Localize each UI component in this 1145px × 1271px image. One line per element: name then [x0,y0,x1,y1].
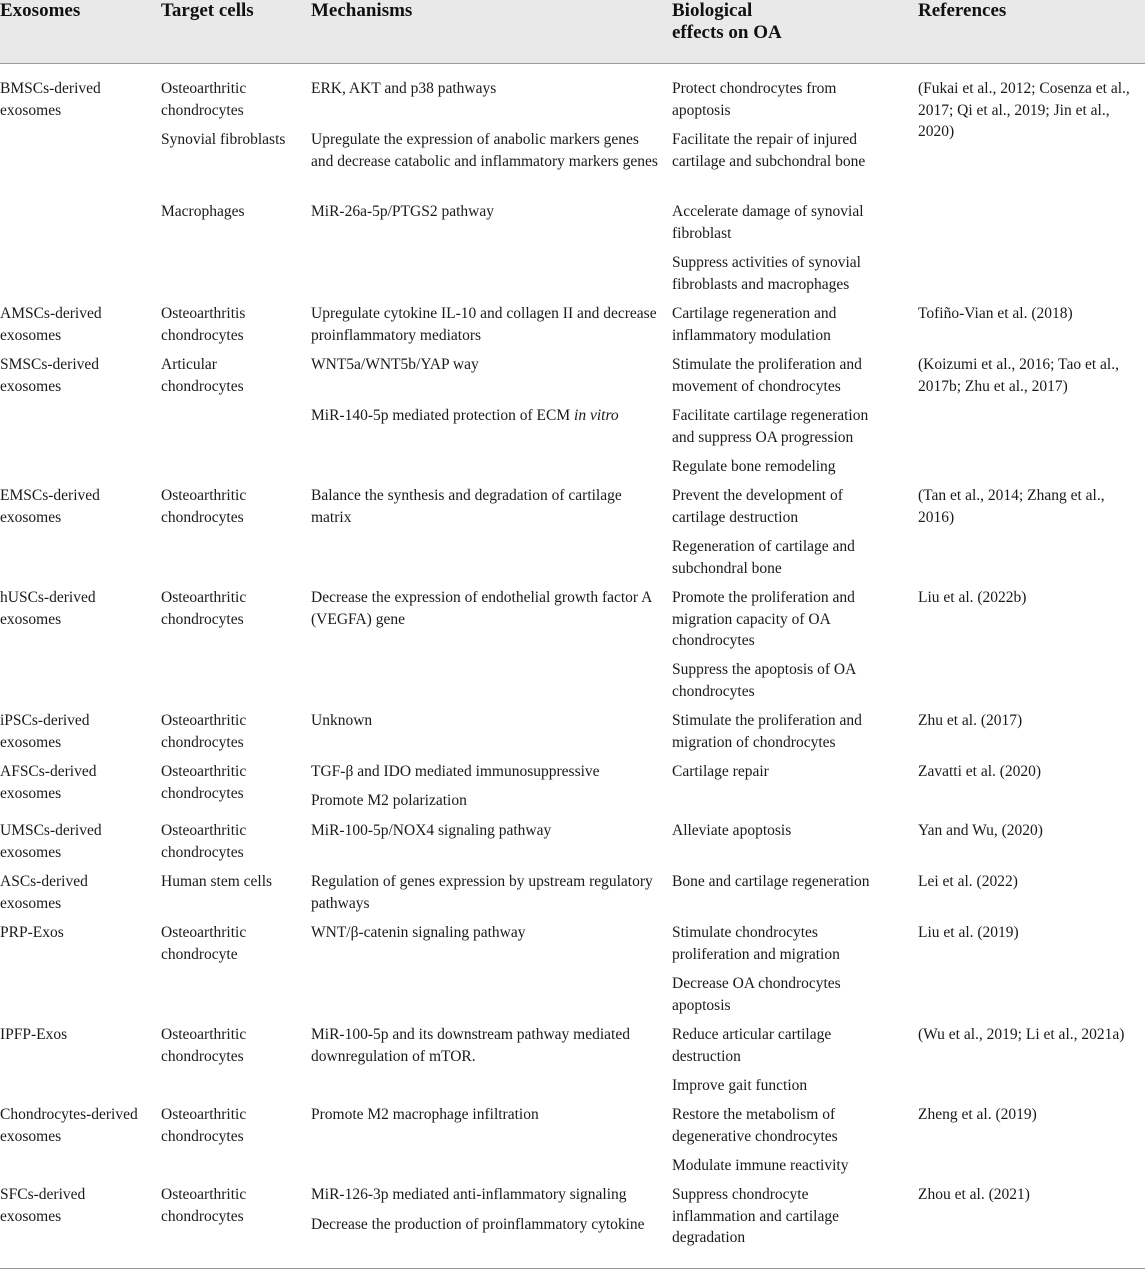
cell-biological-effects: Improve gait function [672,1077,808,1094]
cell-target-cells: Macrophages [161,203,245,220]
cell-target-cells: Osteoarthritic chondrocytes [161,1186,247,1225]
cell-target-cells: Articular chondrocytes [161,356,244,395]
cell-biological-effects: Protect chondrocytes from apoptosis [672,80,837,119]
cell-target-cells: Osteoarthritic chondrocytes [161,1026,247,1065]
cell-biological-effects: Stimulate chondrocytes proliferation and migration [672,924,840,963]
cell-exosomes: SMSCs-derived exosomes [0,356,100,395]
cell-biological-effects: Decrease OA chondrocytes apoptosis [672,975,841,1014]
cell-target-cells: Osteoarthritis chondrocytes [161,305,246,344]
cell-target-cells: Osteoarthritic chondrocytes [161,80,247,119]
cell-target-cells: Synovial fibroblasts [161,131,286,148]
cell-mechanisms: MiR-100-5p and its downstream pathway mediated downregulation of mTOR. [311,1026,630,1065]
cell-references: Lei et al. (2022) [918,873,1018,890]
cell-mechanisms: Regulation of genes expression by upstream regulatory pathways [311,873,653,912]
cell-biological-effects: Prevent the development of cartilage destruction [672,487,843,526]
cell-references: Zhou et al. (2021) [918,1186,1030,1203]
cell-biological-effects: Suppress the apoptosis of OA chondrocytes [672,661,856,700]
header-references: References [918,0,1007,21]
cell-references: Liu et al. (2019) [918,924,1019,941]
cell-mechanisms: Promote M2 macrophage infiltration [311,1106,539,1123]
cell-biological-effects: Suppress activities of synovial fibroblasts and macrophages [672,254,861,293]
cell-target-cells: Osteoarthritic chondrocytes [161,1106,247,1145]
cell-biological-effects: Alleviate apoptosis [672,822,792,839]
cell-biological-effects: Cartilage repair [672,763,769,780]
cell-references: (Koizumi et al., 2016; Tao et al., 2017b; Zhu et al., 2017) [918,356,1119,395]
cell-biological-effects: Modulate immune reactivity [672,1157,849,1174]
cell-references: Zhu et al. (2017) [918,712,1023,729]
cell-biological-effects: Facilitate the repair of injured cartilage and subchondral bone [672,131,866,170]
header-biological-effects: Biological effects on OA [672,0,782,43]
cell-biological-effects: Reduce articular cartilage destruction [672,1026,832,1065]
cell-exosomes: SFCs-derived exosomes [0,1186,86,1225]
cell-references: Zheng et al. (2019) [918,1106,1037,1123]
cell-exosomes: Chondrocytes-derived exosomes [0,1106,138,1145]
cell-exosomes: BMSCs-derived exosomes [0,80,101,119]
cell-exosomes: iPSCs-derived exosomes [0,712,90,751]
cell-exosomes: AMSCs-derived exosomes [0,305,102,344]
cell-mechanisms: WNT/β-catenin signaling pathway [311,924,526,941]
cell-mechanisms: Decrease the production of proinflammatory cytokine [311,1216,645,1233]
header-exosomes: Exosomes [0,0,81,21]
cell-mechanisms: Upregulate the expression of anabolic markers genes and decrease catabolic and inflammatory markers genes [311,131,658,170]
cell-biological-effects: Restore the metabolism of degenerative chondrocytes [672,1106,838,1145]
header-target-cells: Target cells [161,0,254,21]
cell-target-cells: Osteoarthritic chondrocyte [161,924,247,963]
cell-mechanisms: Balance the synthesis and degradation of cartilage matrix [311,487,622,526]
cell-exosomes: hUSCs-derived exosomes [0,589,96,628]
cell-mechanisms: WNT5a/WNT5b/YAP way [311,356,479,373]
cell-biological-effects: Regeneration of cartilage and subchondral bone [672,538,855,577]
cell-exosomes: PRP-Exos [0,924,64,941]
cell-mechanisms: MiR-140-5p mediated protection of ECM in vitro [311,407,619,424]
cell-target-cells: Osteoarthritic chondrocytes [161,589,247,628]
cell-mechanisms: MiR-100-5p/NOX4 signaling pathway [311,822,552,839]
cell-mechanisms: Upregulate cytokine IL-10 and collagen II and decrease proinflammatory mediators [311,305,657,344]
cell-biological-effects: Bone and cartilage regeneration [672,873,870,890]
table-bottom-rule [0,1268,1145,1269]
cell-biological-effects: Regulate bone remodeling [672,458,836,475]
cell-mechanisms: Promote M2 polarization [311,792,467,809]
cell-references: Tofiño-Vian et al. (2018) [918,305,1073,322]
cell-mechanisms: ERK, AKT and p38 pathways [311,80,497,97]
cell-target-cells: Osteoarthritic chondrocytes [161,487,247,526]
cell-exosomes: UMSCs-derived exosomes [0,822,102,861]
cell-biological-effects: Promote the proliferation and migration capacity of OA chondrocytes [672,589,855,649]
cell-mechanisms: MiR-126-3p mediated anti-inflammatory signaling [311,1186,627,1203]
italic-term: in vitro [574,407,619,424]
cell-exosomes: EMSCs-derived exosomes [0,487,100,526]
cell-references: (Tan et al., 2014; Zhang et al., 2016) [918,487,1105,526]
cell-references: Zavatti et al. (2020) [918,763,1042,780]
cell-biological-effects: Suppress chondrocyte inflammation and cartilage degradation [672,1186,839,1246]
table-header [0,0,1145,64]
cell-references: Yan and Wu, (2020) [918,822,1043,839]
cell-mechanisms: Decrease the expression of endothelial growth factor A (VEGFA) gene [311,589,652,628]
cell-biological-effects: Cartilage regeneration and inflammatory modulation [672,305,837,344]
cell-exosomes: AFSCs-derived exosomes [0,763,97,802]
cell-references: (Wu et al., 2019; Li et al., 2021a) [918,1026,1125,1043]
cell-target-cells: Osteoarthritic chondrocytes [161,763,247,802]
cell-exosomes: IPFP-Exos [0,1026,68,1043]
cell-target-cells: Human stem cells [161,873,273,890]
cell-references: (Fukai et al., 2012; Cosenza et al., 2017; Qi et al., 2019; Jin et al., 2020) [918,80,1130,140]
cell-target-cells: Osteoarthritic chondrocytes [161,712,247,751]
cell-biological-effects: Stimulate the proliferation and movement of chondrocytes [672,356,862,395]
cell-biological-effects: Stimulate the proliferation and migration of chondrocytes [672,712,862,751]
cell-mechanisms: TGF-β and IDO mediated immunosuppressive [311,763,600,780]
cell-exosomes: ASCs-derived exosomes [0,873,88,912]
header-mechanisms: Mechanisms [311,0,413,21]
cell-references: Liu et al. (2022b) [918,589,1027,606]
cell-biological-effects: Accelerate damage of synovial fibroblast [672,203,864,242]
cell-mechanisms: Unknown [311,712,373,729]
cell-target-cells: Osteoarthritic chondrocytes [161,822,247,861]
cell-mechanisms: MiR-26a-5p/PTGS2 pathway [311,203,494,220]
cell-biological-effects: Facilitate cartilage regeneration and suppress OA progression [672,407,869,446]
